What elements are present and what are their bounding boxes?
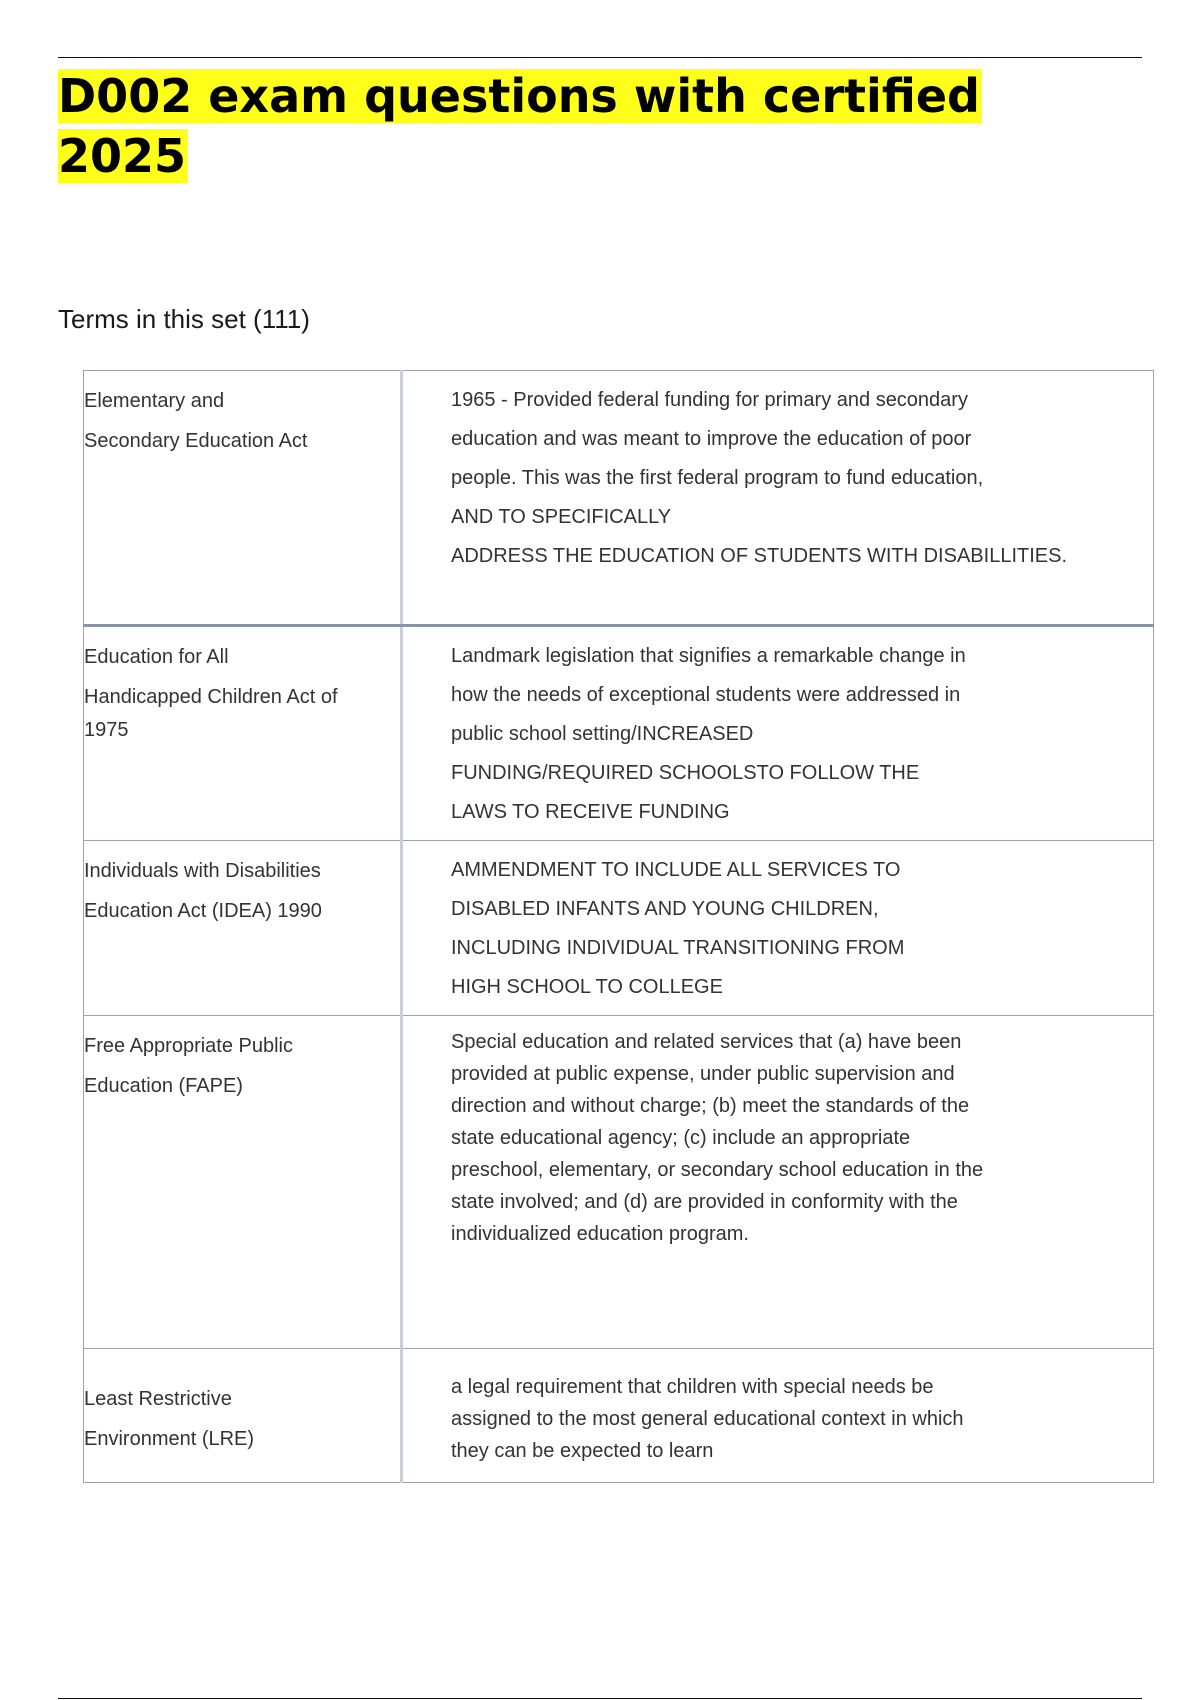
term-cell bbox=[84, 371, 402, 626]
definition-cell bbox=[402, 371, 1154, 626]
definition-line: direction and without charge; (b) meet the standards of the bbox=[451, 1095, 970, 1117]
document-title bbox=[58, 66, 1058, 186]
terms-table bbox=[83, 370, 1154, 1483]
term-line: Individuals with Disabilities bbox=[84, 860, 321, 882]
term-line: Environment (LRE) bbox=[84, 1428, 255, 1450]
definition-line: assigned to the most general educational context in which bbox=[451, 1408, 964, 1430]
definition-line: DISABLED INFANTS AND YOUNG CHILDREN, bbox=[451, 898, 879, 920]
definition-line: a legal requirement that children with special needs be bbox=[451, 1376, 934, 1398]
definition-cell bbox=[402, 626, 1154, 841]
definition-line: education and was meant to improve the education of poor bbox=[451, 428, 972, 450]
term-row bbox=[84, 626, 1154, 841]
term-row bbox=[84, 841, 1154, 1016]
definition-line: they can be expected to learn bbox=[451, 1440, 714, 1462]
term-line: Elementary and bbox=[84, 390, 225, 412]
definition-line: AND TO SPECIFICALLY bbox=[451, 506, 672, 528]
definition-line: individualized education program. bbox=[451, 1223, 749, 1245]
term-line: Least Restrictive bbox=[84, 1388, 232, 1410]
term-line: Handicapped Children Act of bbox=[84, 686, 338, 708]
definition-line: LAWS TO RECEIVE FUNDING bbox=[451, 801, 730, 823]
document-title-text: D002 exam questions with certified 2025 bbox=[58, 69, 980, 183]
definition-line: state educational agency; (c) include an appropriate bbox=[451, 1127, 911, 1149]
term-cell bbox=[84, 841, 402, 1016]
term-line: Secondary Education Act bbox=[84, 430, 308, 452]
definition-line: public school setting/INCREASED bbox=[451, 723, 754, 745]
definition-line: preschool, elementary, or secondary school education in the bbox=[451, 1159, 984, 1181]
definition-line: INCLUDING INDIVIDUAL TRANSITIONING FROM bbox=[451, 937, 905, 959]
term-cell bbox=[84, 626, 402, 841]
bottom-rule bbox=[58, 1698, 1142, 1699]
definition-line: people. This was the first federal program to fund education, bbox=[451, 467, 984, 489]
definition-cell bbox=[402, 841, 1154, 1016]
definition-cell bbox=[402, 1016, 1154, 1349]
term-line: Free Appropriate Public bbox=[84, 1035, 294, 1057]
definition-line: Special education and related services that (a) have been bbox=[451, 1031, 962, 1053]
definition-line: provided at public expense, under public supervision and bbox=[451, 1063, 955, 1085]
definition-line: ADDRESS THE EDUCATION OF STUDENTS WITH DISABILLITIES. bbox=[451, 545, 1068, 567]
definition-line: AMMENDMENT TO INCLUDE ALL SERVICES TO bbox=[451, 859, 901, 881]
term-line: Education (FAPE) bbox=[84, 1075, 243, 1097]
term-row bbox=[84, 1016, 1154, 1349]
definition-line: Landmark legislation that signifies a remarkable change in bbox=[451, 645, 966, 667]
term-cell bbox=[84, 1349, 402, 1483]
definition-cell bbox=[402, 1349, 1154, 1483]
definition-line: how the needs of exceptional students were addressed in bbox=[451, 684, 961, 706]
term-cell bbox=[84, 1016, 402, 1349]
term-row bbox=[84, 1349, 1154, 1483]
definition-line: HIGH SCHOOL TO COLLEGE bbox=[451, 976, 723, 998]
term-line: Education Act (IDEA) 1990 bbox=[84, 900, 322, 922]
definition-line: 1965 - Provided federal funding for primary and secondary bbox=[451, 389, 968, 411]
terms-count-heading: Terms in this set (111) bbox=[58, 304, 310, 334]
top-rule bbox=[58, 57, 1142, 58]
definition-line: state involved; and (d) are provided in conformity with the bbox=[451, 1191, 958, 1213]
definition-line: FUNDING/REQUIRED SCHOOLSTO FOLLOW THE bbox=[451, 762, 920, 784]
term-line: Education for All bbox=[84, 646, 229, 668]
term-line: 1975 bbox=[84, 719, 129, 741]
term-row bbox=[84, 371, 1154, 626]
